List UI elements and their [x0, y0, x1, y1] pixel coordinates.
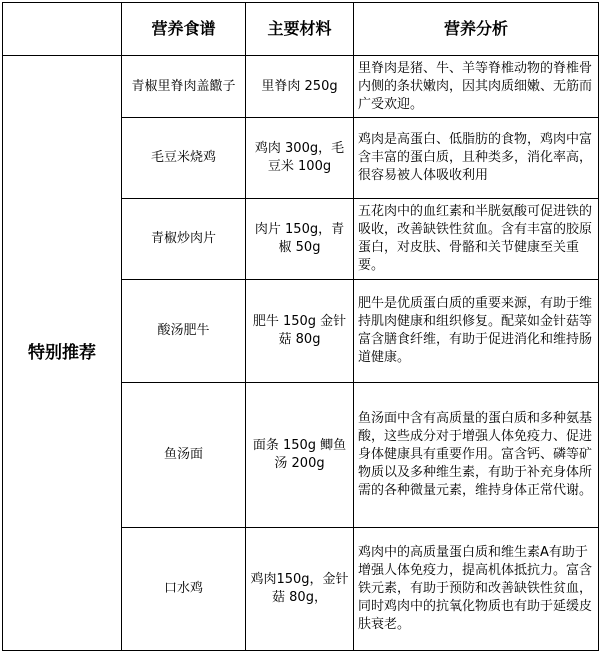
nutrition-analysis: 鸡肉是高蛋白、低脂肪的食物，鸡肉中富含丰富的蛋白质，且种类多，消化率高，很容易被人体吸收利用 [354, 118, 599, 199]
main-material: 肥牛 150g 金针菇 80g [246, 280, 354, 383]
recipe-name: 毛豆米烧鸡 [122, 118, 246, 199]
recipe-name: 青椒炒肉片 [122, 199, 246, 280]
category-cell: 特别推荐 [3, 56, 122, 651]
nutrition-analysis: 鸡肉中的高质量蛋白质和维生素A有助于增强人体免疫力，提高机体抵抗力。富含铁元素，有助于预防和改善缺铁性贫血，同时鸡肉中的抗氧化物质也有助于延缓皮肤衰老。 [354, 528, 599, 651]
recipe-name: 口水鸡 [122, 528, 246, 651]
recipe-name: 酸汤肥牛 [122, 280, 246, 383]
nutrition-analysis: 里脊肉是猪、牛、羊等脊椎动物的脊椎骨内侧的条状嫩肉，因其肉质细嫩、无筋而广受欢迎。 [354, 56, 599, 118]
nutrition-analysis: 鱼汤面中含有高质量的蛋白质和多种氨基酸，这些成分对于增强人体免疫力、促进身体健康具有重要作用。富含钙、磷等矿物质以及多种维生素，有助于补充身体所需的各种微量元素，维持身体正常代谢。 [354, 383, 599, 528]
main-material: 肉片 150g，青椒 50g [246, 199, 354, 280]
main-material: 鸡肉150g，金针菇 80g， [246, 528, 354, 651]
recipe-name: 鱼汤面 [122, 383, 246, 528]
main-material: 面条 150g 鲫鱼汤 200g [246, 383, 354, 528]
header-material: 主要材料 [246, 3, 354, 56]
header-analysis: 营养分析 [354, 3, 599, 56]
main-material: 鸡肉 300g，毛豆米 100g [246, 118, 354, 199]
recipe-table [2, 2, 599, 651]
header-recipe: 营养食谱 [122, 3, 246, 56]
header-row [3, 3, 599, 56]
nutrition-analysis: 肥牛是优质蛋白质的重要来源，有助于维持肌肉健康和组织修复。配菜如金针菇等富含膳食纤维，有助于促进消化和维持肠道健康。 [354, 280, 599, 383]
recipe-name: 青椒里脊肉盖饊子 [122, 56, 246, 118]
main-material: 里脊肉 250g [246, 56, 354, 118]
header-empty [3, 3, 122, 56]
nutrition-analysis: 五花肉中的血红素和半胱氨酸可促进铁的吸收，改善缺铁性贫血。含有丰富的胶原蛋白，对皮肤、骨骼和关节健康至关重要。 [354, 199, 599, 280]
table-row [3, 56, 599, 118]
